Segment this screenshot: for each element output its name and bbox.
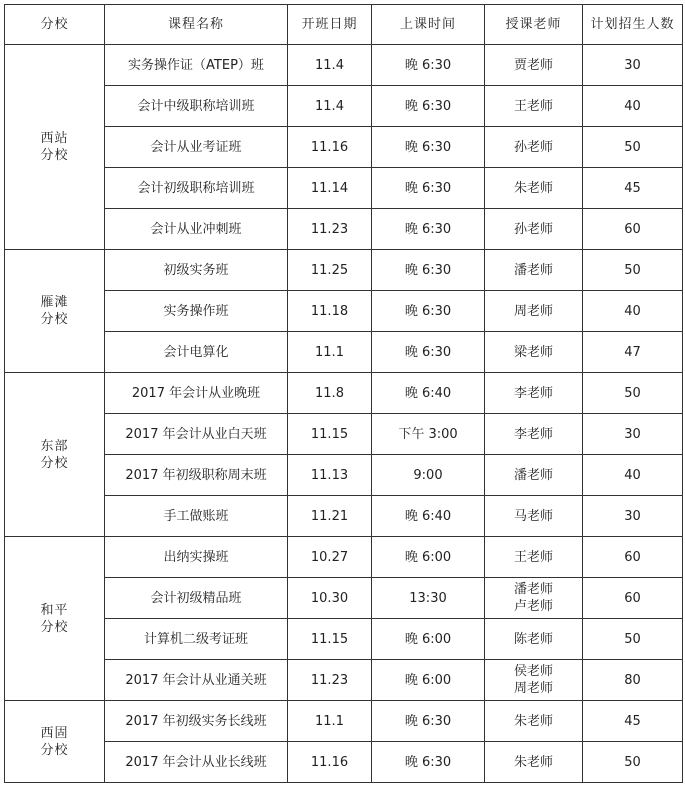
- teacher-cell: 梁老师: [485, 332, 583, 373]
- start-date-cell: 11.15: [288, 619, 372, 660]
- header-row: [5, 5, 683, 45]
- course-name-cell: 会计从业考证班: [105, 127, 288, 168]
- header-teacher: 授课老师: [485, 5, 583, 45]
- table-row: [5, 373, 683, 414]
- teacher-cell: 潘老师: [485, 250, 583, 291]
- start-date-cell: 11.4: [288, 45, 372, 86]
- branch-cell: 西固 分校: [5, 701, 105, 783]
- table-row: [5, 209, 683, 250]
- class-time-cell: 晚 6:00: [372, 537, 485, 578]
- course-name-cell: 实务操作班: [105, 291, 288, 332]
- enrollment-cell: 40: [583, 291, 683, 332]
- teacher-cell: 潘老师 卢老师: [485, 578, 583, 619]
- header-start-date: 开班日期: [288, 5, 372, 45]
- teacher-cell: 陈老师: [485, 619, 583, 660]
- class-time-cell: 晚 6:30: [372, 332, 485, 373]
- enrollment-cell: 50: [583, 127, 683, 168]
- class-time-cell: 13:30: [372, 578, 485, 619]
- table-row: [5, 619, 683, 660]
- header-branch: 分校: [5, 5, 105, 45]
- course-name-cell: 会计中级职称培训班: [105, 86, 288, 127]
- start-date-cell: 11.14: [288, 168, 372, 209]
- table-row: [5, 496, 683, 537]
- branch-cell: 和平 分校: [5, 537, 105, 701]
- teacher-cell: 王老师: [485, 86, 583, 127]
- enrollment-cell: 30: [583, 45, 683, 86]
- table-row: [5, 701, 683, 742]
- start-date-cell: 11.25: [288, 250, 372, 291]
- enrollment-cell: 60: [583, 209, 683, 250]
- enrollment-cell: 45: [583, 701, 683, 742]
- table-row: [5, 127, 683, 168]
- class-time-cell: 晚 6:30: [372, 291, 485, 332]
- class-time-cell: 晚 6:30: [372, 701, 485, 742]
- start-date-cell: 11.23: [288, 209, 372, 250]
- table-row: [5, 45, 683, 86]
- start-date-cell: 11.4: [288, 86, 372, 127]
- enrollment-cell: 30: [583, 414, 683, 455]
- start-date-cell: 11.8: [288, 373, 372, 414]
- class-time-cell: 晚 6:30: [372, 127, 485, 168]
- enrollment-cell: 50: [583, 250, 683, 291]
- teacher-cell: 孙老师: [485, 209, 583, 250]
- header-class-time: 上课时间: [372, 5, 485, 45]
- teacher-cell: 周老师: [485, 291, 583, 332]
- start-date-cell: 11.23: [288, 660, 372, 701]
- teacher-cell: 王老师: [485, 537, 583, 578]
- course-name-cell: 计算机二级考证班: [105, 619, 288, 660]
- teacher-cell: 潘老师: [485, 455, 583, 496]
- table-row: [5, 168, 683, 209]
- course-name-cell: 2017 年初级职称周末班: [105, 455, 288, 496]
- table-row: [5, 332, 683, 373]
- course-name-cell: 2017 年初级实务长线班: [105, 701, 288, 742]
- table-row: [5, 660, 683, 701]
- class-time-cell: 晚 6:30: [372, 250, 485, 291]
- course-name-cell: 2017 年会计从业通关班: [105, 660, 288, 701]
- teacher-cell: 贾老师: [485, 45, 583, 86]
- class-time-cell: 晚 6:40: [372, 496, 485, 537]
- enrollment-cell: 50: [583, 619, 683, 660]
- course-name-cell: 出纳实操班: [105, 537, 288, 578]
- teacher-cell: 马老师: [485, 496, 583, 537]
- start-date-cell: 10.30: [288, 578, 372, 619]
- course-name-cell: 手工做账班: [105, 496, 288, 537]
- enrollment-cell: 47: [583, 332, 683, 373]
- enrollment-cell: 40: [583, 455, 683, 496]
- schedule-table-container: [4, 4, 683, 783]
- class-time-cell: 晚 6:30: [372, 209, 485, 250]
- class-time-cell: 晚 6:00: [372, 619, 485, 660]
- course-name-cell: 会计初级职称培训班: [105, 168, 288, 209]
- teacher-cell: 朱老师: [485, 742, 583, 783]
- class-time-cell: 晚 6:30: [372, 45, 485, 86]
- start-date-cell: 11.1: [288, 701, 372, 742]
- table-row: [5, 578, 683, 619]
- teacher-cell: 李老师: [485, 414, 583, 455]
- branch-cell: 雁滩 分校: [5, 250, 105, 373]
- class-time-cell: 晚 6:30: [372, 168, 485, 209]
- enrollment-cell: 45: [583, 168, 683, 209]
- table-row: [5, 414, 683, 455]
- table-header: [5, 5, 683, 45]
- course-name-cell: 实务操作证（ATEP）班: [105, 45, 288, 86]
- class-time-cell: 晚 6:30: [372, 86, 485, 127]
- branch-cell: 西站 分校: [5, 45, 105, 250]
- table-row: [5, 86, 683, 127]
- start-date-cell: 11.18: [288, 291, 372, 332]
- start-date-cell: 11.1: [288, 332, 372, 373]
- start-date-cell: 10.27: [288, 537, 372, 578]
- class-time-cell: 9:00: [372, 455, 485, 496]
- start-date-cell: 11.16: [288, 127, 372, 168]
- enrollment-cell: 60: [583, 578, 683, 619]
- enrollment-cell: 50: [583, 742, 683, 783]
- teacher-cell: 侯老师 周老师: [485, 660, 583, 701]
- course-name-cell: 2017 年会计从业白天班: [105, 414, 288, 455]
- teacher-cell: 李老师: [485, 373, 583, 414]
- start-date-cell: 11.15: [288, 414, 372, 455]
- start-date-cell: 11.13: [288, 455, 372, 496]
- table-row: [5, 455, 683, 496]
- course-name-cell: 会计初级精品班: [105, 578, 288, 619]
- course-name-cell: 2017 年会计从业晚班: [105, 373, 288, 414]
- header-course-name: 课程名称: [105, 5, 288, 45]
- course-schedule-table: [4, 4, 683, 783]
- start-date-cell: 11.21: [288, 496, 372, 537]
- course-name-cell: 初级实务班: [105, 250, 288, 291]
- enrollment-cell: 50: [583, 373, 683, 414]
- table-row: [5, 250, 683, 291]
- table-row: [5, 291, 683, 332]
- table-body: [5, 45, 683, 783]
- start-date-cell: 11.16: [288, 742, 372, 783]
- teacher-cell: 朱老师: [485, 168, 583, 209]
- class-time-cell: 下午 3:00: [372, 414, 485, 455]
- header-planned-enrollment: 计划招生人数: [583, 5, 683, 45]
- course-name-cell: 会计从业冲刺班: [105, 209, 288, 250]
- table-row: [5, 742, 683, 783]
- enrollment-cell: 60: [583, 537, 683, 578]
- enrollment-cell: 80: [583, 660, 683, 701]
- class-time-cell: 晚 6:00: [372, 660, 485, 701]
- course-name-cell: 会计电算化: [105, 332, 288, 373]
- class-time-cell: 晚 6:30: [372, 742, 485, 783]
- teacher-cell: 朱老师: [485, 701, 583, 742]
- enrollment-cell: 30: [583, 496, 683, 537]
- enrollment-cell: 40: [583, 86, 683, 127]
- course-name-cell: 2017 年会计从业长线班: [105, 742, 288, 783]
- class-time-cell: 晚 6:40: [372, 373, 485, 414]
- table-row: [5, 537, 683, 578]
- teacher-cell: 孙老师: [485, 127, 583, 168]
- branch-cell: 东部 分校: [5, 373, 105, 537]
